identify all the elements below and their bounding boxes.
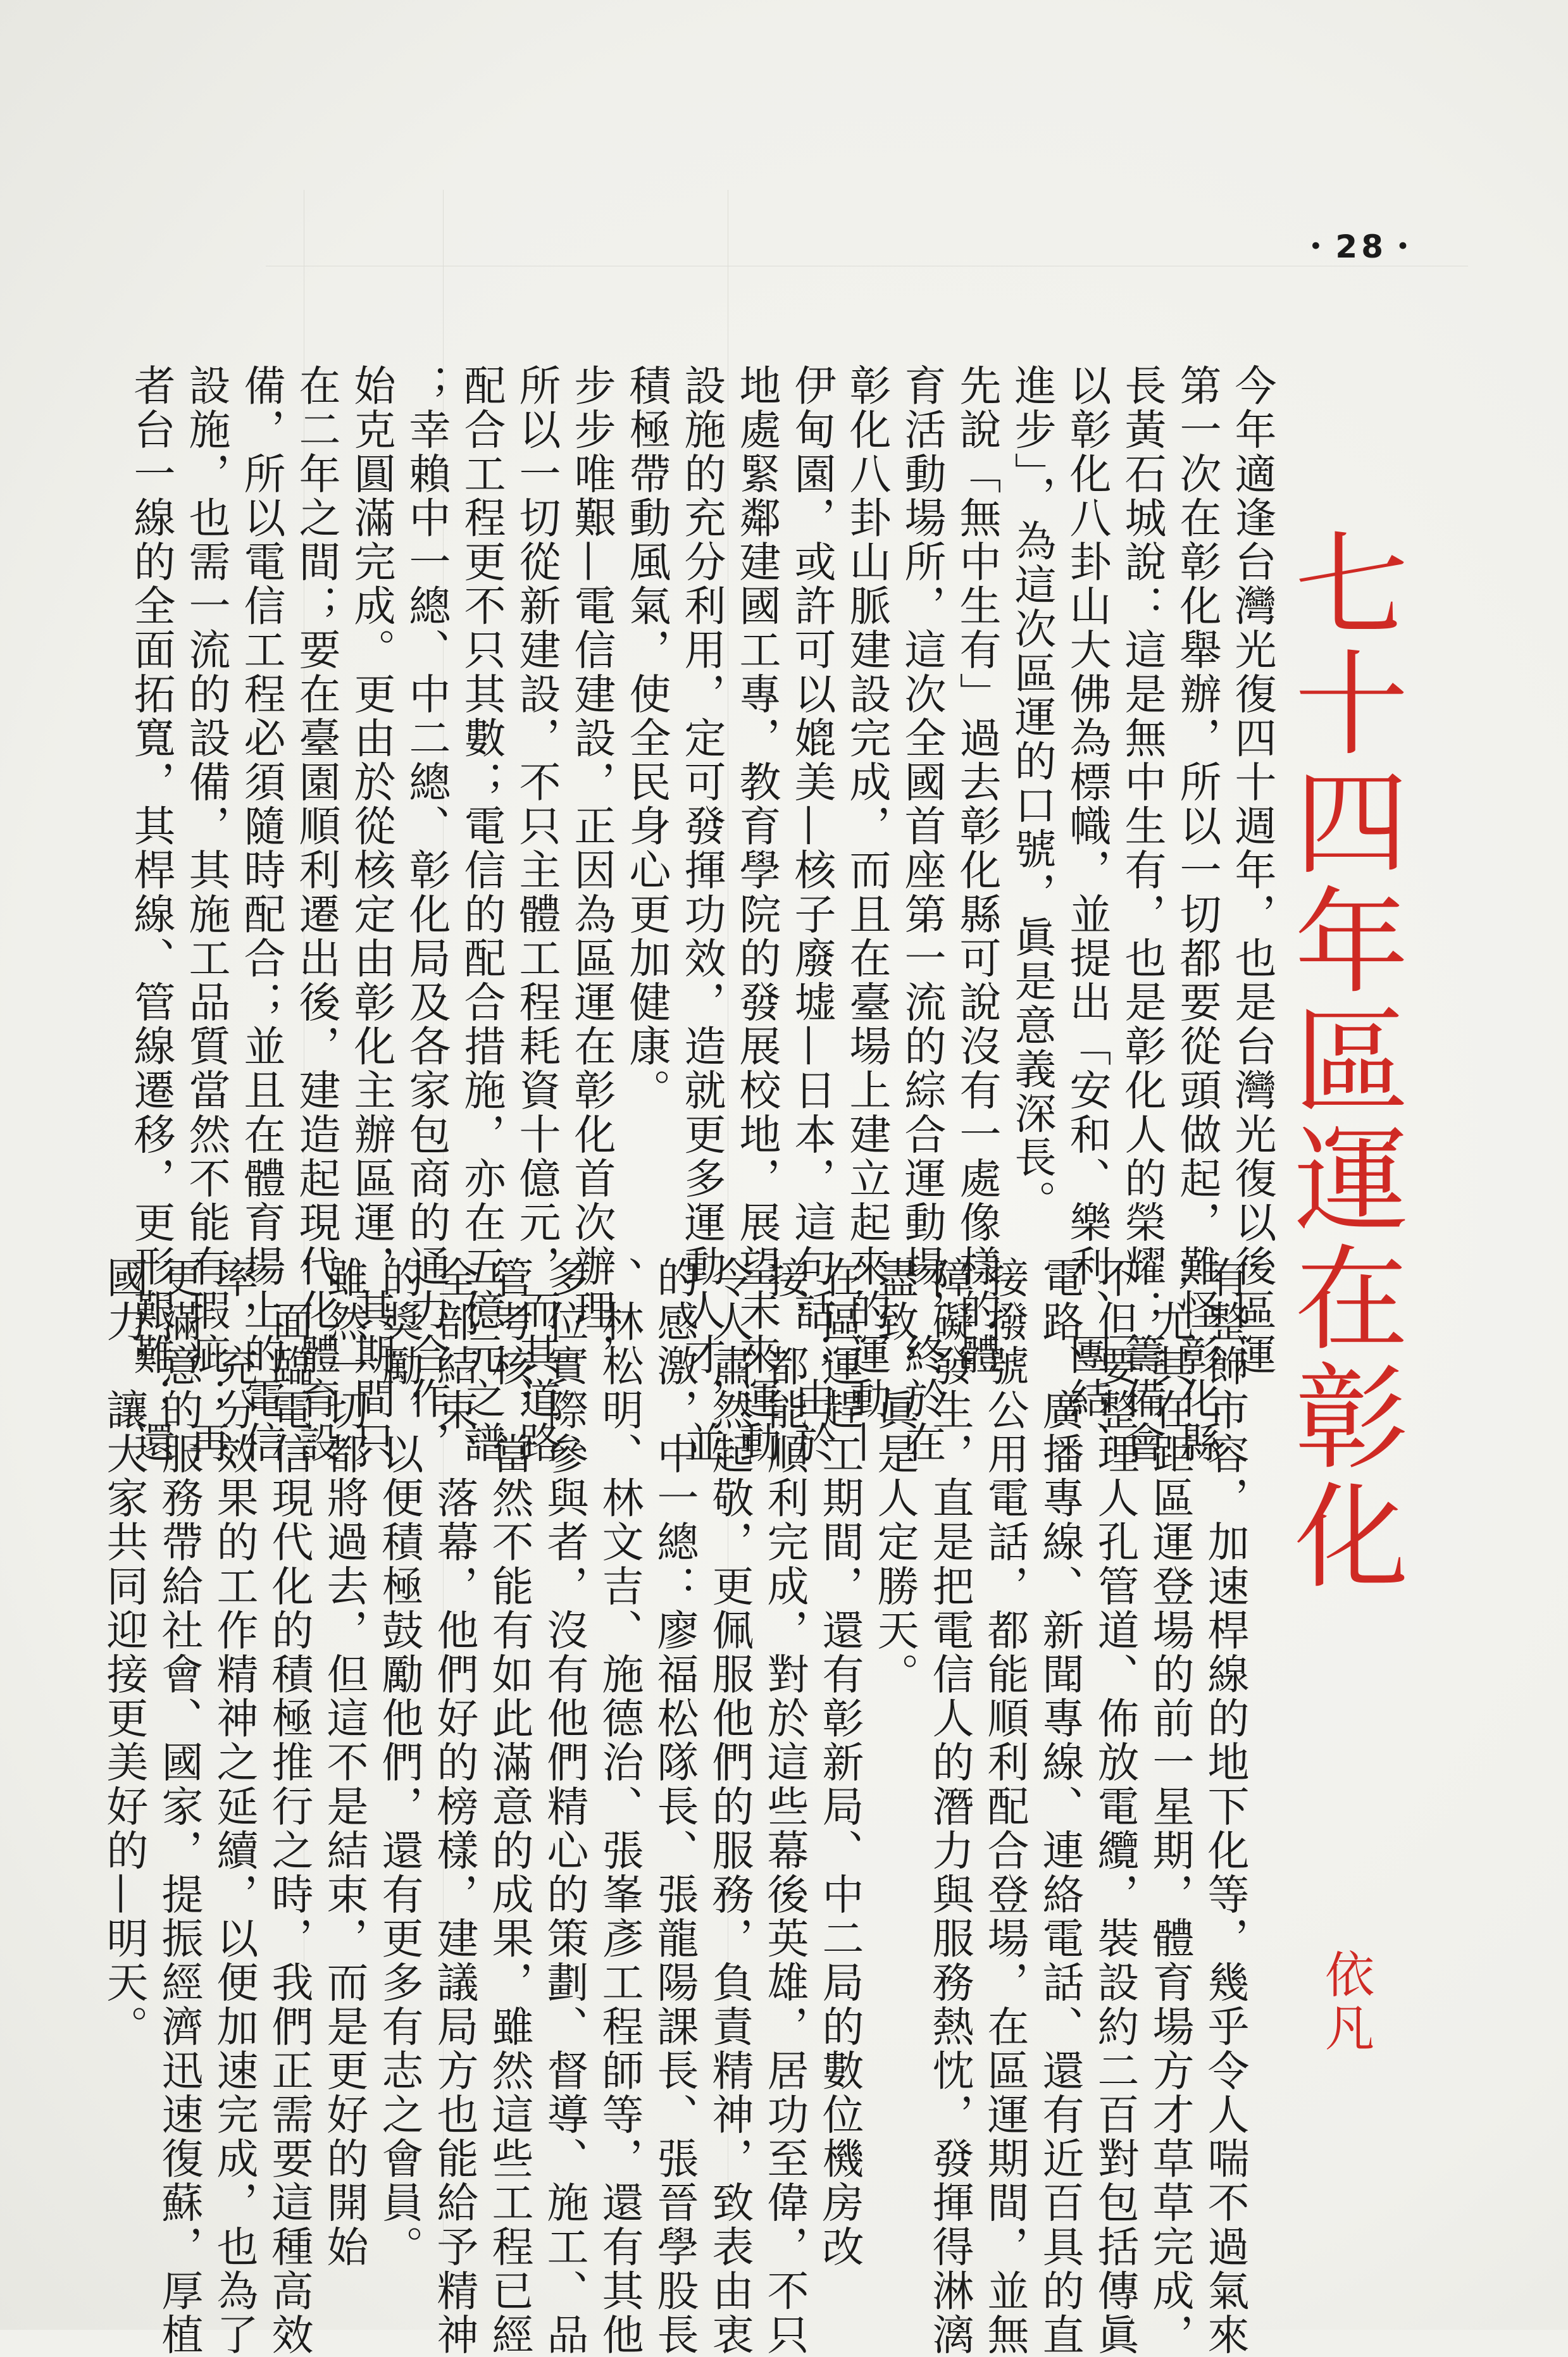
text-column: 彰化八卦山脈建設完成，而且在臺場上建立起來的運動— [842,364,891,1465]
text-column: 所以一切從新建設，不只主體工程耗資十億元，而其道路 [512,364,561,1465]
article-author: 依凡 [1317,1949,1374,2055]
text-column: 管考核，當然不能有如此滿意的成果，雖然這些工程已經 [485,1256,533,2357]
text-column: 備，所以電信工程必須隨時配合；並且在體育場上的電信 [237,364,285,1465]
text-column: 在二年之間；要在臺園順利遷出後，建造起現代化體育設 [292,364,340,1465]
text-column: ；尤其在距區運登場的前一星期，體育場方才草草完成， [1145,1256,1194,2357]
text-column: 積極帶動風氣，使全民身心更加健康。 [622,364,671,1113]
text-column: 設施的充分利用，定可發揮功效，造就更多運動人才，並 [677,364,726,1465]
text-column: 今年適逢台灣光復四十週年，也是台灣光復以後區運 [1228,364,1276,1377]
text-column: 者台一線的全面拓寬，其桿線、管線遷移，更形艱難；還 [127,364,175,1465]
text-column: 雖然一切都將過去，但這不是結束，而是更好的開始 [320,1256,368,2269]
text-column: 全部結束、落幕，他們好的榜樣，建議局方也能給予精神 [430,1256,478,2357]
text-column: 國力，讓大家共同迎接更美好的—明天。 [99,1256,148,2049]
text-column: 的感激，中一總：廖福松隊長、張龍陽課長、張晉學股長 [650,1256,699,2357]
text-column: 障礙發生，直是把電信人的潛力與服務熱忱，發揮得淋漓 [925,1256,974,2357]
text-column: 以彰化八卦山大佛為標幟，並提出「安和、樂利、團結、 [1062,364,1111,1465]
text-column: 伊甸園，或許可以媲美—核子廢墟—日本，這句話；由於 [787,364,836,1465]
text-column: 率，充分效果的工作精神之延續，以便加速完成，也為了 [209,1256,258,2357]
text-column: 配合工程更不只其數；電信的配合措施，亦在五億元之譜 [457,364,506,1465]
text-column: 步步唯艱—電信建設，正因為區運在彰化首次辦理， [567,364,616,1377]
text-column: 地處緊鄰建國工專，教育學院的發展校地，展望未來運動 [732,364,781,1465]
text-column: 始克圓滿完成。更由於從核定由彰化主辦區運，其期間只 [347,364,395,1465]
article-title: 七十四年區運在彰化 [1276,525,1408,1596]
text-column: 的獎勵，以便積極鼓勵他們，還有更多有志之會員。 [375,1256,423,2269]
text-column: 第一次在彰化舉辦，所以一切都要從頭做起，難怪彰化縣 [1173,364,1221,1465]
text-column: 進步」，為這次區運的口號，眞是意義深長。 [1007,364,1056,1224]
text-column: 接撥號公用電話，都能順利配合登場，在區運期間，並無 [980,1256,1029,2357]
text-column: 有整飾市容，加速桿線的地下化等，幾乎令人喘不過氣來 [1200,1256,1249,2357]
text-column: 令人肅然起敬，更佩服他們的服務，負責精神，致表由衷 [705,1256,754,2357]
text-column: 在區運趕工期間，還有彰新局、中二局的數位機房改 [815,1256,864,2269]
text-column: ；幸賴中一總、中二總、彰化局及各家包商的通力合作， [402,364,451,1465]
text-column: 先說「無中生有」過去彰化縣可說沒有一處像樣的體 [952,364,1001,1377]
page-number: ・28・ [1300,228,1422,265]
text-column: 盡致，眞是人定勝天。 [870,1256,919,1696]
text-column: 育活動場所，這次全國首座第一流的綜合運動場，終於在 [897,364,946,1465]
text-column: 、林松明、林文吉、施德治、張峯彥工程師等，還有其他 [595,1256,644,2357]
text-column: 更滿意的服務帶給社會、國家，提振經濟迅速復蘇，厚植 [154,1256,203,2357]
text-column: 長黃石城說：這是無中生有，也是彰化人的榮耀；籌備會 [1117,364,1166,1465]
text-column: 電路、廣播專線、新聞專線、連絡電話、還有近百具的直 [1035,1256,1084,2357]
text-column: 接，都能順利完成，對於這些幕後英雄，居功至偉，不只 [760,1256,809,2357]
text-column: ，面臨電信現代化的積極推行之時，我們正需要這種高效 [264,1256,313,2357]
text-column: 設施，也需一流的設備，其施工品質當然不能有瑕疵；再 [182,364,230,1465]
text-column: 多位實際參與者，沒有他們精心的策劃、督導、施工、品 [540,1256,588,2357]
text-column: 不但要整理人孔管道、佈放電纜，裝設約二百對包括傳眞 [1090,1256,1139,2357]
